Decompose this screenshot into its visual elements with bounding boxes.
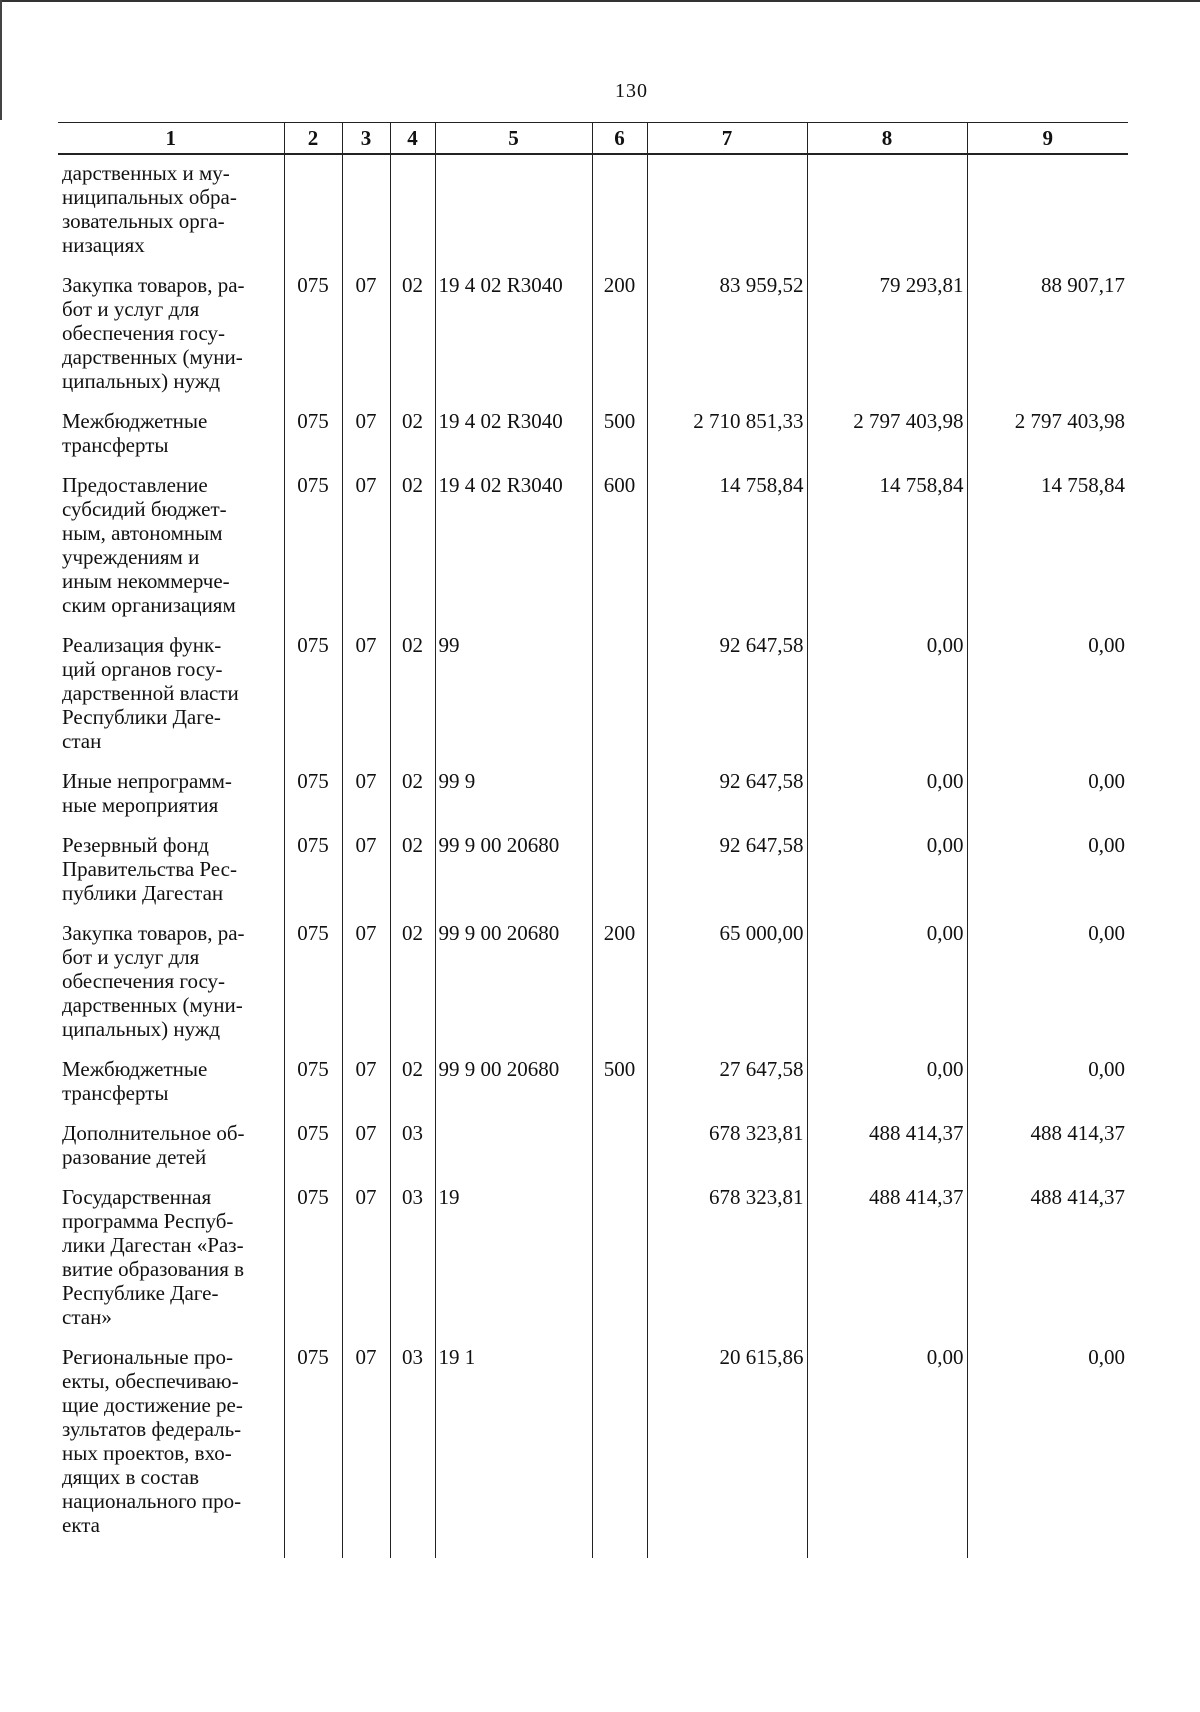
expense-type-cell: 200 (592, 921, 647, 1057)
subsection-code-cell: 03 (390, 1345, 435, 1558)
amount-col8-cell: 0,00 (807, 1345, 967, 1558)
expense-type-cell: 500 (592, 1057, 647, 1121)
amount-col9-cell (967, 154, 1128, 273)
table-row (58, 1121, 1128, 1185)
column-header: 3 (342, 123, 390, 155)
scan-edge-top (0, 0, 1200, 2)
target-article-cell: 99 9 00 20680 (435, 1057, 592, 1121)
ministry-code-cell: 075 (284, 921, 342, 1057)
expense-type-cell (592, 154, 647, 273)
table-header-row (58, 123, 1128, 155)
amount-col8-cell: 0,00 (807, 921, 967, 1057)
amount-col7-cell: 65 000,00 (647, 921, 807, 1057)
amount-col9-cell: 488 414,37 (967, 1121, 1128, 1185)
subsection-code-cell (390, 154, 435, 273)
amount-col8-cell: 2 797 403,98 (807, 409, 967, 473)
scan-edge-left (0, 0, 2, 120)
target-article-cell (435, 1121, 592, 1185)
ministry-code-cell: 075 (284, 1345, 342, 1558)
table-row (58, 633, 1128, 769)
row-name-cell: Межбюджетные трансферты (62, 409, 208, 457)
table-row (58, 1057, 1128, 1121)
section-code-cell: 07 (342, 409, 390, 473)
subsection-code-cell: 02 (390, 921, 435, 1057)
column-header: 9 (967, 123, 1128, 155)
ministry-code-cell: 075 (284, 1057, 342, 1121)
table-row (58, 769, 1128, 833)
section-code-cell: 07 (342, 273, 390, 409)
column-header: 1 (58, 123, 284, 155)
table-row (58, 921, 1128, 1057)
table-body (58, 154, 1128, 1558)
section-code-cell: 07 (342, 769, 390, 833)
subsection-code-cell: 02 (390, 473, 435, 633)
amount-col9-cell: 0,00 (967, 1345, 1128, 1558)
expense-type-cell (592, 633, 647, 769)
expense-type-cell (592, 769, 647, 833)
table-row (58, 833, 1128, 921)
target-article-cell (435, 154, 592, 273)
subsection-code-cell: 03 (390, 1185, 435, 1345)
expense-type-cell: 600 (592, 473, 647, 633)
target-article-cell: 19 1 (435, 1345, 592, 1558)
target-article-cell: 99 9 00 20680 (435, 833, 592, 921)
target-article-cell: 99 (435, 633, 592, 769)
subsection-code-cell: 02 (390, 833, 435, 921)
table-row (58, 1185, 1128, 1345)
amount-col8-cell (807, 154, 967, 273)
amount-col9-cell: 2 797 403,98 (967, 409, 1128, 473)
amount-col8-cell: 14 758,84 (807, 473, 967, 633)
column-header: 7 (647, 123, 807, 155)
row-name-cell: Иные непрограмм- ные мероприятия (62, 769, 232, 817)
table-row (58, 1345, 1128, 1558)
target-article-cell: 19 4 02 R3040 (435, 409, 592, 473)
amount-col7-cell: 83 959,52 (647, 273, 807, 409)
amount-col7-cell: 20 615,86 (647, 1345, 807, 1558)
expense-type-cell: 500 (592, 409, 647, 473)
column-header: 6 (592, 123, 647, 155)
row-name-cell: Межбюджетные трансферты (62, 1057, 208, 1105)
table-row (58, 154, 1128, 273)
target-article-cell: 99 9 (435, 769, 592, 833)
ministry-code-cell: 075 (284, 273, 342, 409)
amount-col8-cell: 0,00 (807, 769, 967, 833)
budget-table (58, 122, 1128, 1558)
subsection-code-cell: 02 (390, 1057, 435, 1121)
row-name-cell: Дополнительное об- разование детей (62, 1121, 245, 1169)
row-name-cell: Резервный фонд Правительства Рес- публики Дагестан (62, 833, 237, 905)
row-name-cell: Государственная программа Респуб- лики Дагестан «Раз- витие образования в Республике Даге- стан» (62, 1185, 245, 1329)
column-header: 4 (390, 123, 435, 155)
row-name-cell: дарственных и му- ниципальных обра- зовательных орга- низациях (62, 161, 237, 257)
column-header: 8 (807, 123, 967, 155)
row-name-cell: Закупка товаров, ра- бот и услуг для обеспечения госу- дарственных (муни- ципальных) нужд (62, 921, 245, 1041)
table-row (58, 473, 1128, 633)
ministry-code-cell: 075 (284, 473, 342, 633)
row-name-cell: Предоставление субсидий бюджет- ным, автономным учреждениям и иным некоммерче- ским организациям (62, 473, 236, 617)
section-code-cell: 07 (342, 921, 390, 1057)
table-row (58, 273, 1128, 409)
amount-col9-cell: 0,00 (967, 769, 1128, 833)
amount-col7-cell: 2 710 851,33 (647, 409, 807, 473)
ministry-code-cell: 075 (284, 1121, 342, 1185)
subsection-code-cell: 02 (390, 273, 435, 409)
subsection-code-cell: 02 (390, 633, 435, 769)
target-article-cell: 19 4 02 R3040 (435, 273, 592, 409)
target-article-cell: 19 (435, 1185, 592, 1345)
subsection-code-cell: 03 (390, 1121, 435, 1185)
amount-col9-cell: 0,00 (967, 1057, 1128, 1121)
amount-col7-cell (647, 154, 807, 273)
table-row (58, 409, 1128, 473)
expense-type-cell (592, 833, 647, 921)
amount-col7-cell: 92 647,58 (647, 769, 807, 833)
target-article-cell: 99 9 00 20680 (435, 921, 592, 1057)
subsection-code-cell: 02 (390, 769, 435, 833)
amount-col9-cell: 0,00 (967, 633, 1128, 769)
expense-type-cell: 200 (592, 273, 647, 409)
amount-col7-cell: 678 323,81 (647, 1185, 807, 1345)
column-header: 2 (284, 123, 342, 155)
amount-col9-cell: 488 414,37 (967, 1185, 1128, 1345)
amount-col8-cell: 488 414,37 (807, 1185, 967, 1345)
section-code-cell: 07 (342, 1121, 390, 1185)
section-code-cell: 07 (342, 633, 390, 769)
column-header: 5 (435, 123, 592, 155)
section-code-cell: 07 (342, 473, 390, 633)
row-name-cell: Закупка товаров, ра- бот и услуг для обеспечения госу- дарственных (муни- ципальных) нужд (62, 273, 245, 393)
ministry-code-cell: 075 (284, 833, 342, 921)
amount-col7-cell: 678 323,81 (647, 1121, 807, 1185)
amount-col9-cell: 88 907,17 (967, 273, 1128, 409)
expense-type-cell (592, 1345, 647, 1558)
section-code-cell: 07 (342, 1185, 390, 1345)
ministry-code-cell: 075 (284, 769, 342, 833)
amount-col9-cell: 0,00 (967, 921, 1128, 1057)
target-article-cell: 19 4 02 R3040 (435, 473, 592, 633)
section-code-cell: 07 (342, 833, 390, 921)
amount-col7-cell: 14 758,84 (647, 473, 807, 633)
section-code-cell (342, 154, 390, 273)
expense-type-cell (592, 1185, 647, 1345)
ministry-code-cell (284, 154, 342, 273)
amount-col7-cell: 92 647,58 (647, 833, 807, 921)
amount-col7-cell: 27 647,58 (647, 1057, 807, 1121)
amount-col8-cell: 0,00 (807, 833, 967, 921)
budget-table-wrapper (58, 122, 1128, 1558)
page-number: 130 (615, 80, 648, 102)
row-name-cell: Реализация функ- ций органов госу- дарственной власти Республики Даге- стан (62, 633, 239, 753)
ministry-code-cell: 075 (284, 633, 342, 769)
ministry-code-cell: 075 (284, 1185, 342, 1345)
section-code-cell: 07 (342, 1057, 390, 1121)
amount-col9-cell: 0,00 (967, 833, 1128, 921)
section-code-cell: 07 (342, 1345, 390, 1558)
amount-col8-cell: 0,00 (807, 1057, 967, 1121)
ministry-code-cell: 075 (284, 409, 342, 473)
amount-col8-cell: 488 414,37 (807, 1121, 967, 1185)
expense-type-cell (592, 1121, 647, 1185)
amount-col9-cell: 14 758,84 (967, 473, 1128, 633)
row-name-cell: Региональные про- екты, обеспечиваю- щие достижение ре- зультатов федераль- ных проектов, вхо- дящих в состав национального про- екта (62, 1345, 243, 1537)
amount-col8-cell: 79 293,81 (807, 273, 967, 409)
amount-col8-cell: 0,00 (807, 633, 967, 769)
subsection-code-cell: 02 (390, 409, 435, 473)
amount-col7-cell: 92 647,58 (647, 633, 807, 769)
